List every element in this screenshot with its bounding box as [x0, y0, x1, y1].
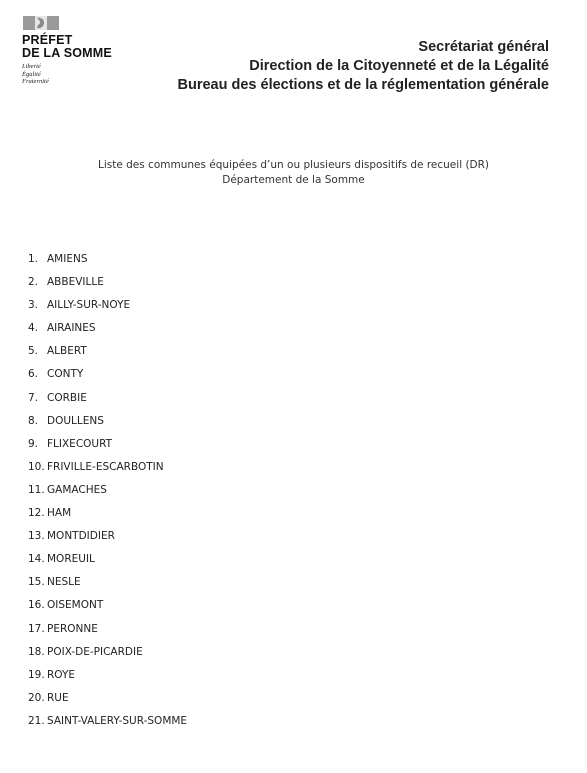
commune-list — [28, 248, 187, 733]
item-number: 6. — [28, 368, 39, 381]
list-item — [28, 248, 187, 271]
list-item — [28, 410, 187, 433]
header-bureau: Bureau des élections et de la réglementation générale — [177, 77, 549, 93]
commune-name: NESLE — [47, 576, 81, 589]
department-header — [178, 38, 550, 95]
item-number: 15. — [28, 576, 45, 589]
commune-name: CORBIE — [47, 391, 87, 404]
list-item — [28, 571, 187, 594]
document-title — [0, 158, 587, 188]
item-number: 17. — [28, 622, 45, 635]
list-item — [28, 340, 187, 363]
commune-name: ROYE — [47, 668, 76, 681]
commune-name: PERONNE — [47, 622, 98, 635]
commune-name: POIX-DE-PICARDIE — [47, 645, 143, 658]
commune-name: ABBEVILLE — [47, 276, 104, 289]
list-item — [28, 479, 187, 502]
header-direction: Direction de la Citoyenneté et de la Légalité — [249, 58, 549, 74]
commune-name: AMIENS — [47, 253, 88, 265]
list-item — [28, 710, 187, 733]
list-item — [28, 317, 187, 340]
list-item — [28, 456, 187, 479]
prefet-title-line1: PRÉFET — [22, 33, 73, 47]
item-number: 4. — [28, 322, 39, 335]
commune-name: AIRAINES — [47, 322, 96, 335]
list-item — [28, 271, 187, 294]
list-item — [28, 433, 187, 456]
item-number: 5. — [28, 345, 39, 358]
item-number: 14. — [28, 553, 45, 566]
motto-fraternite: Fraternité — [22, 78, 49, 85]
document-title-line1: Liste des communes équipées d’un ou plusieurs dispositifs de recueil (DR) — [97, 159, 490, 171]
prefet-title-line2: DE LA SOMME — [22, 46, 112, 60]
commune-name: CONTY — [47, 368, 84, 381]
item-number: 10. — [28, 460, 45, 473]
commune-name: FRIVILLE-ESCARBOTIN — [47, 460, 164, 473]
item-number: 19. — [28, 668, 45, 681]
item-number: 21. — [28, 714, 45, 727]
list-item — [28, 664, 187, 687]
item-number: 11. — [28, 483, 45, 496]
item-number: 7. — [28, 391, 39, 404]
commune-name: FLIXECOURT — [47, 437, 113, 450]
commune-name: RUE — [47, 691, 69, 704]
motto-egalite: Égalité — [22, 70, 41, 78]
item-number: 20. — [28, 691, 45, 704]
commune-name: SAINT-VALERY-SUR-SOMME — [47, 714, 188, 727]
item-number: 16. — [28, 599, 45, 612]
commune-name: OISEMONT — [47, 599, 104, 612]
list-item — [28, 363, 187, 386]
list-item — [28, 687, 187, 710]
list-item — [28, 387, 187, 410]
commune-name: MOREUIL — [47, 553, 95, 566]
list-item — [28, 525, 187, 548]
item-number: 1. — [28, 253, 39, 265]
list-item — [28, 641, 187, 664]
commune-name: GAMACHES — [47, 483, 107, 496]
item-number: 8. — [28, 414, 39, 427]
list-item — [28, 502, 187, 525]
commune-name: AILLY-SUR-NOYE — [47, 299, 131, 312]
republic-motto — [22, 63, 132, 86]
item-number: 18. — [28, 645, 45, 658]
prefecture-logo — [22, 16, 132, 86]
item-number: 2. — [28, 276, 39, 289]
list-item — [28, 594, 187, 617]
item-number: 9. — [28, 437, 39, 450]
item-number: 12. — [28, 507, 45, 520]
list-item — [28, 294, 187, 317]
commune-name: MONTDIDIER — [47, 530, 115, 543]
document-title-line2: Département de la Somme — [222, 174, 365, 186]
list-item — [28, 548, 187, 571]
commune-name: ALBERT — [47, 345, 87, 358]
item-number: 3. — [28, 299, 39, 312]
marianne-emblem-icon — [23, 16, 59, 30]
commune-name: HAM — [47, 507, 72, 520]
list-item — [28, 618, 187, 641]
motto-liberte: Liberté — [22, 63, 41, 70]
item-number: 13. — [28, 530, 45, 543]
header-secretariat: Secrétariat général — [418, 39, 549, 55]
commune-name: DOULLENS — [47, 414, 104, 427]
